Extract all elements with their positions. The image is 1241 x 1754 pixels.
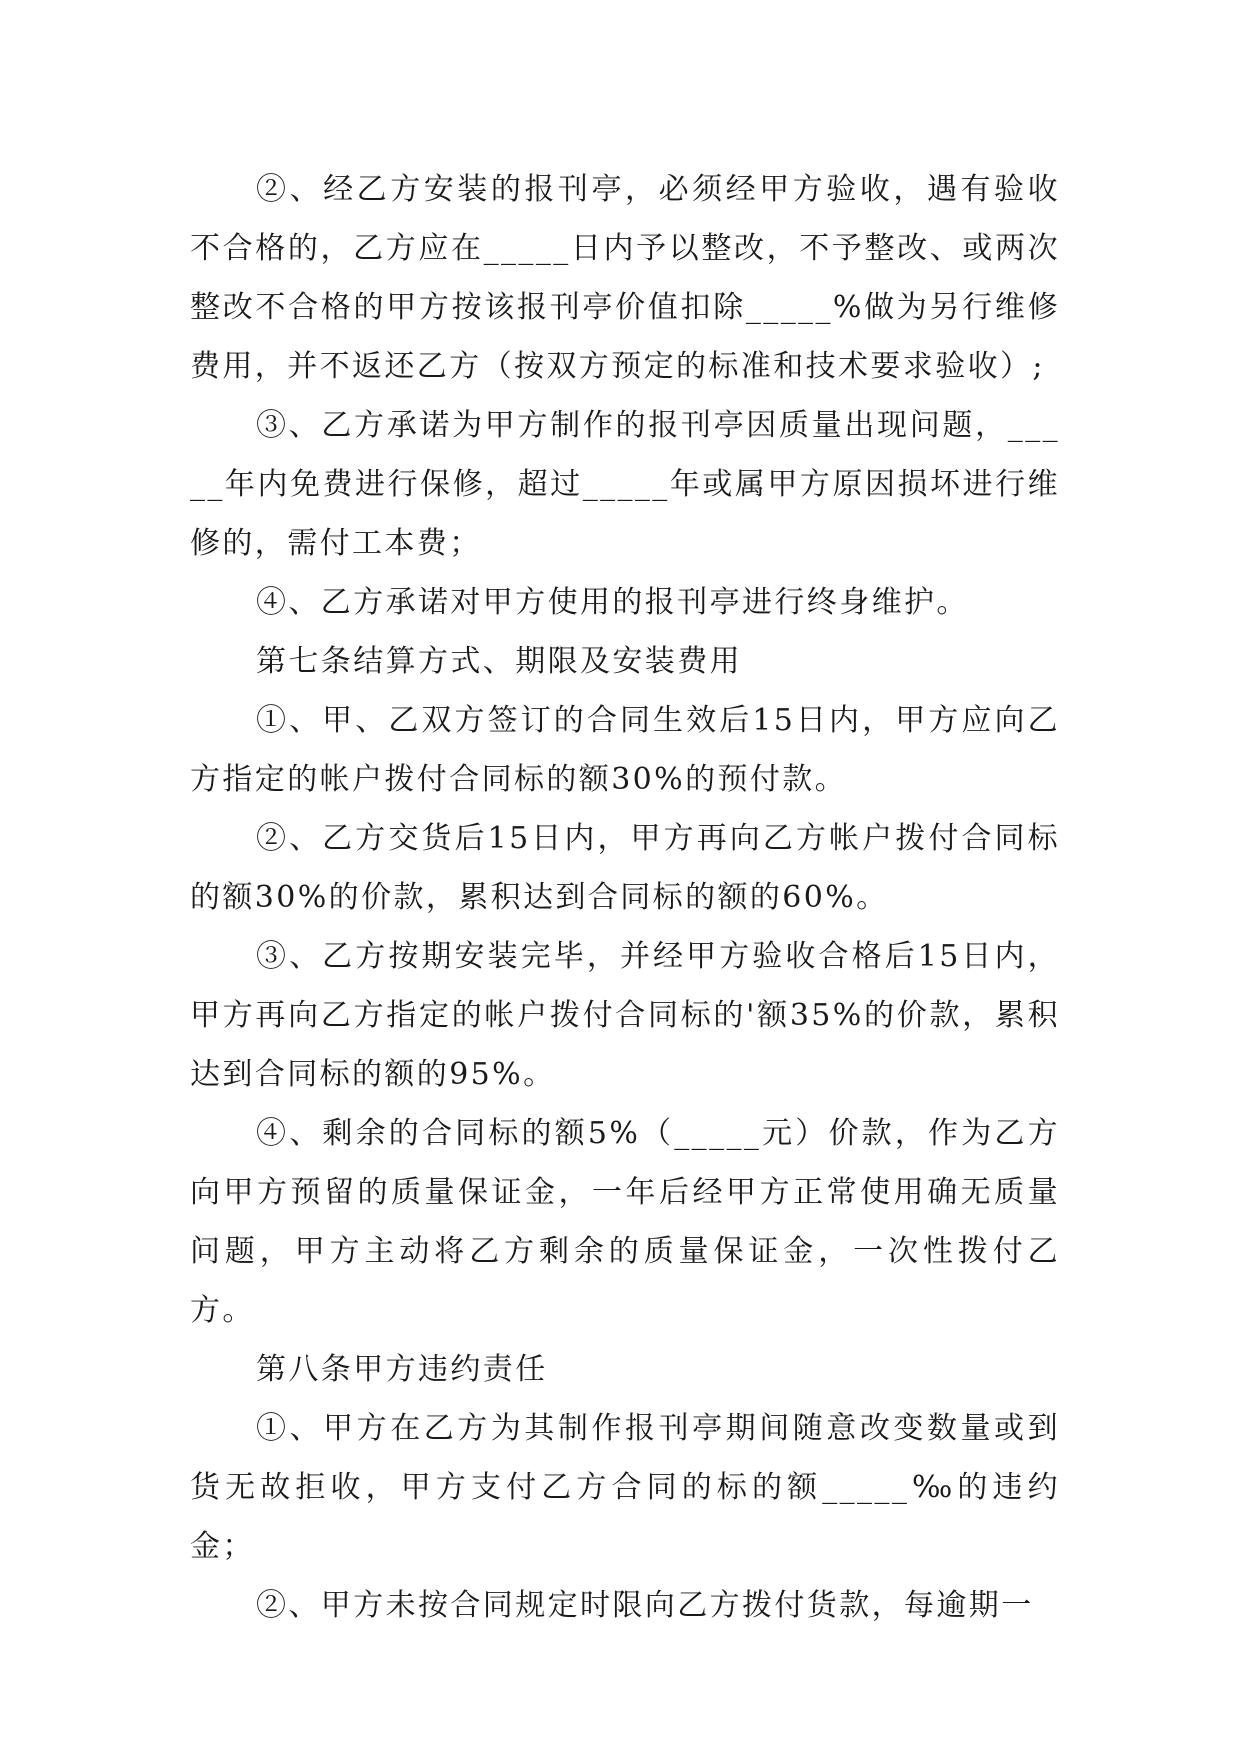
paragraph-delivery-payment: ②、乙方交货后15日内，甲方再向乙方帐户拨付合同标的额30%的价款，累积达到合同标的额的60%。 (190, 821, 1060, 915)
paragraph-quantity-change-penalty: ①、甲方在乙方为其制作报刊亭期间随意改变数量或到货无故拒收，甲方支付乙方合同的标的额_____‰的违约金； (190, 1411, 1060, 1564)
document-body (190, 160, 1060, 1635)
section-heading-article-7: 第七条结算方式、期限及安装费用 (256, 644, 742, 679)
paragraph-acceptance-rectification: ②、经乙方安装的报刊亭，必须经甲方验收，遇有验收不合格的，乙方应在_____日内予以整改，不予整改、或两次整改不合格的甲方按该报刊亭价值扣除_____%做为另行维修费用，并不返还乙方（按双方预定的标准和技术要求验收）; (190, 172, 1060, 384)
section-heading-article-8: 第八条甲方违约责任 (256, 1352, 548, 1387)
paragraph-quality-deposit: ④、剩余的合同标的额5%（_____元）价款，作为乙方向甲方预留的质量保证金，一年后经甲方正常使用确无质量问题，甲方主动将乙方剩余的质量保证金，一次性拨付乙方。 (190, 1116, 1060, 1328)
paragraph-late-payment: ②、甲方未按合同规定时限向乙方拨付货款，每逾期一 (256, 1588, 1034, 1623)
paragraph-prepayment: ①、甲、乙双方签订的合同生效后15日内，甲方应向乙方指定的帐户拨付合同标的额30%的预付款。 (190, 703, 1060, 797)
paragraph-lifetime-maintenance: ④、乙方承诺对甲方使用的报刊亭进行终身维护。 (256, 585, 969, 620)
paragraph-warranty: ③、乙方承诺为甲方制作的报刊亭因质量出现问题，_____年内免费进行保修，超过_____年或属甲方原因损坏进行维修的，需付工本费； (190, 408, 1060, 561)
paragraph-installation-payment: ③、乙方按期安装完毕，并经甲方验收合格后15日内，甲方再向乙方指定的帐户拨付合同标的'额35%的价款，累积达到合同标的额的95%。 (190, 939, 1060, 1092)
